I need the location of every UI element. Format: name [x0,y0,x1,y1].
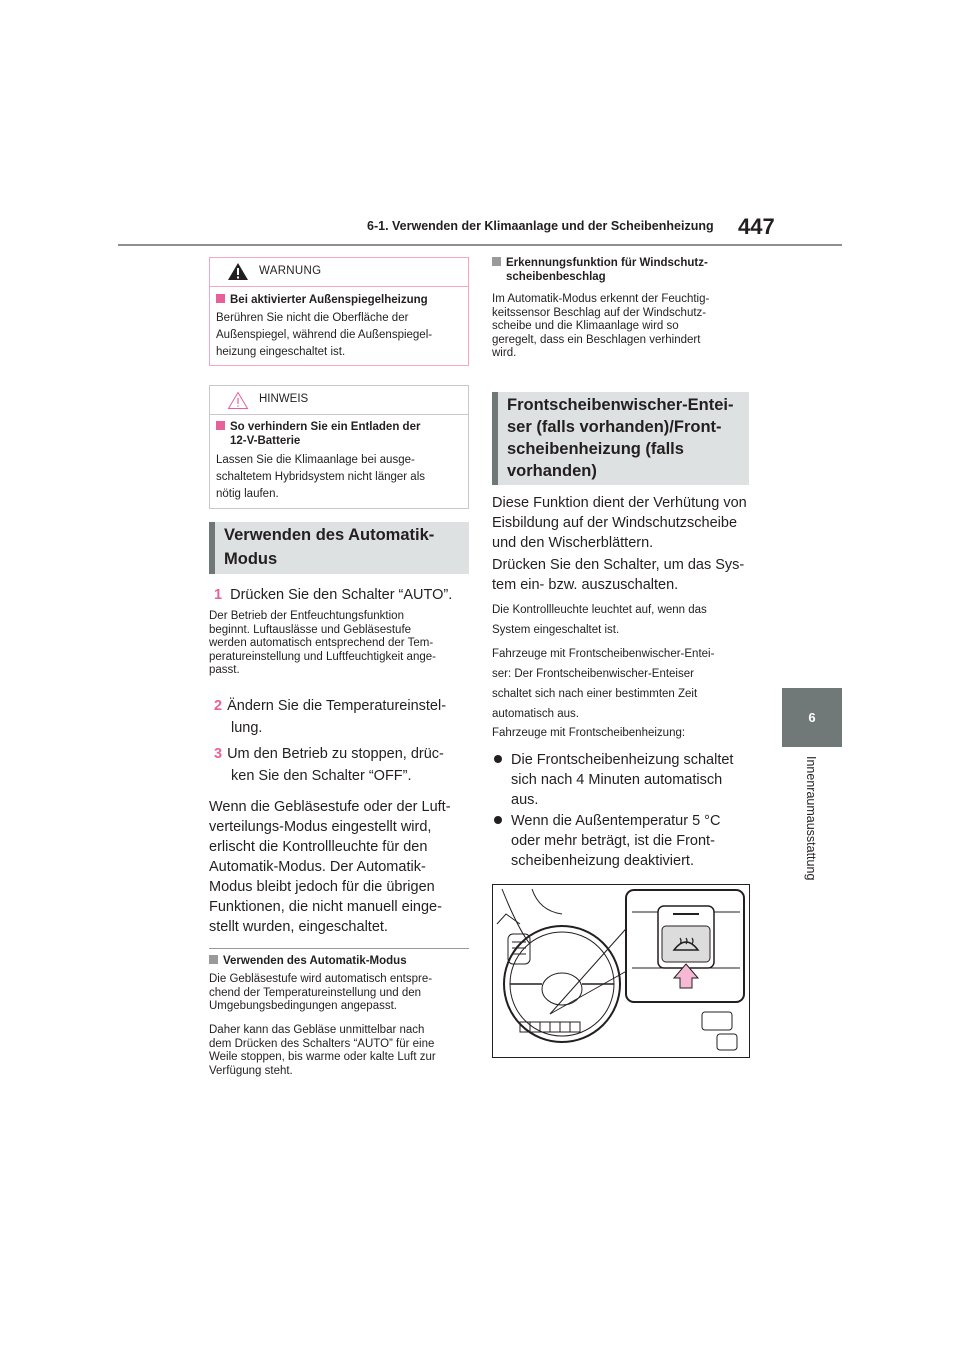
section-divider [209,948,469,949]
notice-box [209,385,469,509]
bullet-dot [494,755,502,763]
step-2: 2 Ändern Sie die Temperatureinstel- lung. [214,698,447,736]
warning-label: WARNUNG [259,265,322,277]
step-1-detail: Der Betrieb der Entfeuchtungsfunktion beginnt. Luftauslässe und Gebläsestufe werden automatisch entsprechend der Tem- peratureinstellung und Luftfeuchtigkeit ange- passt. [209,610,436,676]
deicer-wiper-vehicles: Fahrzeuge mit Frontscheibenwischer-Entei- ser: Der Frontscheibenwischer-Enteiser schaltet sich nach einer bestimmten Zeit automatisch aus. [492,648,715,720]
warning-box [209,257,469,366]
notice-text: Lassen Sie die Klimaanlage bei ausge- schaltetem Hybridsystem nicht länger als nötig laufen. [216,454,425,500]
deicer-bullet-1: Die Frontscheibenheizung schaltet sich nach 4 Minuten automatisch aus. [492,750,733,810]
auto-info-heading: Verwenden des Automatik-Modus [209,955,407,969]
pink-square-bullet [216,421,225,430]
deicer-heater-vehicles: Fahrzeuge mit Frontscheibenheizung: [492,727,686,739]
step-3: 3 Um den Betrieb zu stoppen, drüc- ken Sie den Schalter “OFF”. [214,746,444,784]
fog-detect-text: Im Automatik-Modus erkennt der Feuchtig- keitssensor Beschlag auf der Windschutz- scheibe und die Klimaanlage wird so geregelt, dass ein Beschlagen verhindert wird. [492,293,710,359]
caution-triangle-icon [227,391,249,410]
notice-header [210,386,468,415]
auto-mode-heading: Verwenden des Automatik- Modus [209,522,469,574]
warning-text: Berühren Sie nicht die Oberfläche der Außenspiegel, während die Außenspiegel- heizung eingeschaltet ist. [216,312,433,358]
deicer-press: Drücken Sie den Schalter, um das Sys- tem ein- bzw. auszuschalten. [492,557,745,593]
fog-detect-heading: Erkennungsfunktion für Windschutz- scheibenbeschlag [492,257,752,284]
header-divider [118,244,842,246]
chapter-label-text: Innenraumausstattung [804,756,818,881]
section-title: 6-1. Verwenden der Klimaanlage und der Scheibenheizung [367,219,714,233]
pink-square-bullet [216,294,225,303]
gray-square-bullet [492,257,501,266]
auto-info-text-2: Daher kann das Gebläse unmittelbar nach dem Drücken des Schalters “AUTO” für eine Weile stoppen, bis warme oder kalte Luft zur Verfügung steht. [209,1024,436,1077]
auto-mode-paragraph: Wenn die Gebläsestufe oder der Luft- verteilungs-Modus eingestellt wird, erlischt die Kontrollleuchte für den Automatik-Modus. Der Automatik- Modus bleibt jedoch für die übrigen Funktionen, die nicht manuell einge- stellt wurden, eingeschaltet. [209,799,451,935]
notice-subheading: So verhindern Sie ein Entladen der 12-V-Batterie [216,420,420,448]
chapter-tab: 6 [782,688,842,747]
deicer-heading: Frontscheibenwischer-Entei- ser (falls vorhanden)/Front- scheibenheizung (falls vorhanden) [492,392,749,485]
bullet-dot [494,816,502,824]
auto-info-text-1: Die Gebläsestufe wird automatisch entspre- chend der Temperatureinstellung und den Umgebungsbedingungen angepasst. [209,973,433,1012]
dashboard-illustration [492,884,750,1058]
notice-label: HINWEIS [259,393,309,405]
warning-header [210,258,468,287]
warning-triangle-icon [227,262,249,281]
warning-subheading: Bei aktivierter Außenspiegelheizung [216,293,428,307]
gray-square-bullet [209,955,218,964]
page-number: 447 [738,214,775,239]
chapter-label [796,756,826,896]
deicer-indicator: Die Kontrollleuchte leuchtet auf, wenn das System eingeschaltet ist. [492,604,707,636]
step-1: 1 Drücken Sie den Schalter “AUTO”. [214,587,453,603]
deicer-intro: Diese Funktion dient der Verhütung von Eisbildung auf der Windschutzscheibe und den Wischerblättern. [492,495,747,551]
deicer-bullet-2: Wenn die Außentemperatur 5 °C oder mehr beträgt, ist die Front- scheibenheizung deaktiviert. [492,811,720,871]
